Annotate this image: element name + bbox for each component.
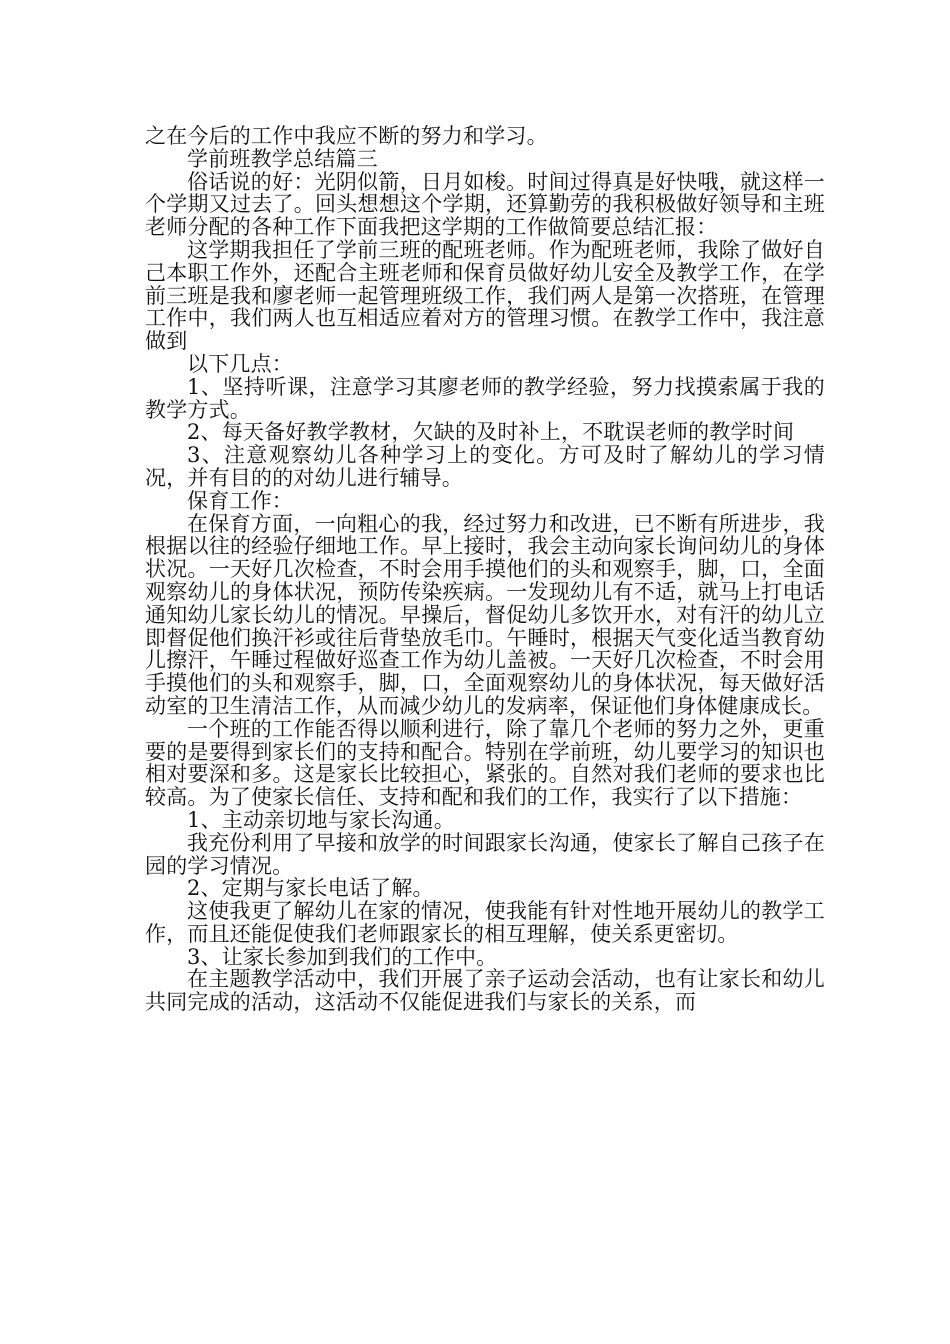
list-item: 3、注意观察幼儿各种学习上的变化。方可及时了解幼儿的学习情况，并有目的的对幼儿进行辅导。: [145, 443, 825, 490]
list-item: 1、坚持听课，注意学习其廖老师的教学经验，努力找摸索属于我的教学方式。: [145, 374, 825, 422]
paragraph: 俗话说的好：光阴似箭，日月如梭。时间过得真是好快哦，就这样一个学期又过去了。回头想想这个学期，还算勤劳的我积极做好领导和主班老师分配的各种工作下面我把这学期的工作做简要总结汇报：: [145, 169, 825, 240]
paragraph: 我充份利用了早接和放学的时间跟家长沟通，使家长了解自己孩子在园的学习情况。: [145, 830, 825, 878]
section-heading: 学前班教学总结篇三: [187, 146, 378, 171]
paragraph: 这使我更了解幼儿在家的情况，使我能有针对性地开展幼儿的教学工作，而且还能促使我们老师跟家长的相互理解，使关系更密切。: [145, 899, 825, 946]
list-item: 2、定期与家长电话了解。: [187, 876, 434, 901]
list-item: 2、每天备好教学教材，欠缺的及时补上，不耽误老师的教学时间: [187, 420, 795, 445]
paragraph: 之在今后的工作中我应不断的努力和学习。: [145, 124, 548, 148]
paragraph: 在保育方面，一向粗心的我，经过努力和改进，已不断有所进步，我根据以往的经验仔细地工作。早上接时，我会主动向家长询问幼儿的身体状况。一天好几次检查，不时会用手摸他们的头和观察手，脚，口，全面观察幼儿的身体状况，预防传染疾病。一发现幼儿有不适，就马上打电话通知幼儿家长幼儿的情况。早操后，督促幼儿多饮开水，对有汗的幼儿立即督促他们换汗衫或往后背垫放毛巾。午睡时，根据天气变化适当教育幼儿擦汗，午睡过程做好巡查工作为幼儿盖被。一天好几次检查，不时会用手摸他们的头和观察手，脚，口，全面观察幼儿的身体状况，每天做好活动室的卫生清洁工作，从而减少幼儿的发病率，保证他们身体健康成长。: [145, 511, 825, 718]
document-body: [145, 125, 825, 1014]
paragraph: 一个班的工作能否得以顺利进行，除了靠几个老师的努力之外，更重要的是要得到家长们的支持和配合。特别在学前班，幼儿要学习的知识也相对要深和多。这是家长比较担心，紧张的。自然对我们老师的要求也比较高。为了使家长信任、支持和配和我们的工作，我实行了以下措施：: [145, 716, 825, 810]
paragraph: 这学期我担任了学前三班的配班老师。作为配班老师，我除了做好自己本职工作外，还配合主班老师和保育员做好幼儿安全及教学工作，在学前三班是我和廖老师一起管理班级工作，我们两人是第一次搭班，在管理工作中，我们两人也互相适应着对方的管理习惯。在教学工作中，我注意做到: [145, 237, 825, 354]
paragraph: 在主题教学活动中，我们开展了亲子运动会活动，也有让家长和幼儿共同完成的活动，这活动不仅能促进我们与家长的关系，而: [145, 967, 825, 1015]
subheading: 保育工作：: [187, 488, 293, 513]
list-item: 3、让家长参加到我们的工作中。: [187, 944, 498, 969]
list-item: 1、主动亲切地与家长沟通。: [187, 807, 455, 832]
paragraph: 以下几点：: [187, 351, 293, 376]
